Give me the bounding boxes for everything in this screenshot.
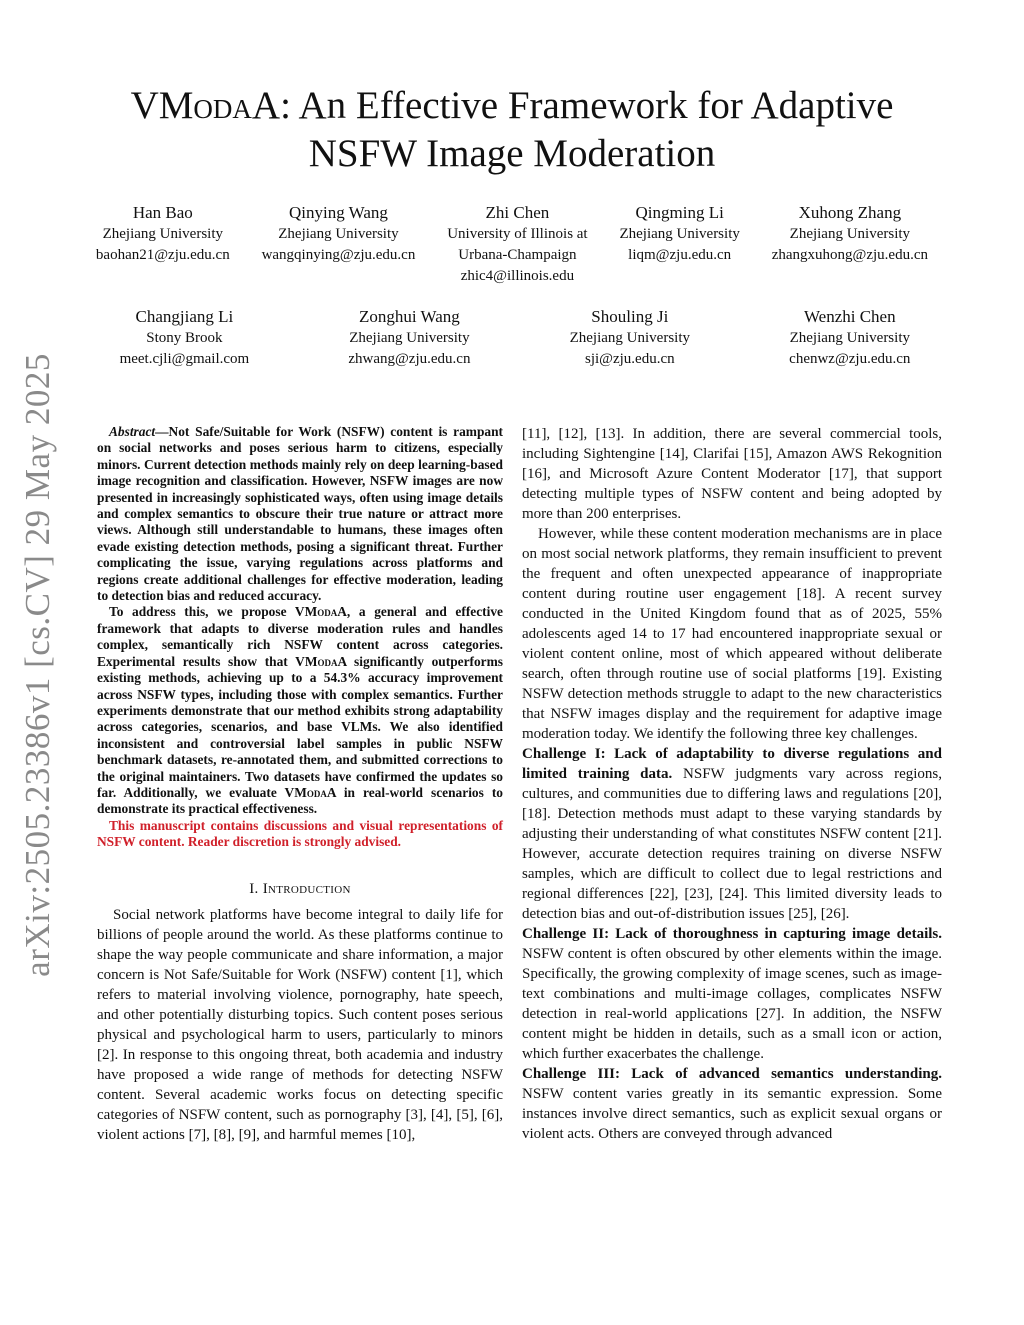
title-name-suffix: A — [251, 84, 281, 127]
title-line2: NSFW Image Moderation — [308, 132, 716, 175]
author-name: Shouling Ji — [591, 307, 669, 326]
author-block — [262, 202, 416, 287]
abstract-paragraph-2 — [97, 604, 503, 817]
arxiv-identifier: arXiv:2505.23386v1 [cs.CV] 29 May 2025 — [18, 353, 57, 977]
abstract-paragraph-1 — [97, 424, 503, 604]
author-name: Qingming Li — [635, 203, 724, 222]
author-affiliation: University of Illinois at — [447, 226, 588, 242]
author-affiliation: Zhejiang University — [789, 226, 911, 242]
section-title-rest: ntroduction — [267, 880, 351, 897]
challenge-3 — [522, 1064, 942, 1144]
author-email: zhic4@illinois.edu — [460, 268, 575, 284]
author-block — [789, 306, 910, 370]
author-email: zhwang@zju.edu.cn — [348, 351, 471, 367]
arxiv-side-stamp — [8, 353, 68, 977]
author-name: Zonghui Wang — [359, 307, 460, 326]
author-name: Zhi Chen — [485, 203, 550, 222]
author-affiliation: Zhejiang University — [569, 330, 690, 346]
section-numeral: I. — [249, 880, 259, 897]
challenge-1-heading: Challenge I: Lack of adaptability to diverse regulations and limited training data. — [522, 746, 942, 782]
author-block — [348, 306, 470, 370]
author-email: meet.cjli@gmail.com — [119, 351, 250, 367]
author-row-2 — [70, 306, 960, 370]
author-name: Xuhong Zhang — [798, 203, 902, 222]
abstract-p2-part: To address this, we propose VM — [109, 604, 318, 620]
content-warning: This manuscript contains discussions and visual representations of NSFW content. Reader discretion is strongly advised. — [97, 817, 503, 850]
author-name: Changjiang Li — [135, 307, 234, 326]
author-email: baohan21@zju.edu.cn — [95, 247, 230, 263]
author-affiliation: Zhejiang University — [619, 226, 740, 242]
author-affiliation: Zhejiang University — [278, 226, 399, 242]
author-email: zhangxuhong@zju.edu.cn — [771, 247, 928, 263]
author-block — [772, 202, 928, 287]
author-email: chenwz@zju.edu.cn — [789, 351, 911, 367]
author-email: sji@zju.edu.cn — [584, 351, 675, 367]
challenge-3-body: NSFW content varies greatly in its semantic expression. Some instances involve direct semantics, such as explicit sexual organs or violent acts. Others are conveyed through advanced — [522, 1086, 942, 1142]
author-block — [120, 306, 250, 370]
challenge-1-body: NSFW judgments vary across regions, cultures, and communities due to differing laws and regulations [20], [18]. Detection methods must adapt to these varying standards by adjusting their understanding of what constitutes NSFW content [21]. However, accurate detection requires training on diverse NSFW samples, which are difficult to collect due to legal restrictions and regional differences [22], [23], [24]. This limited diversity leads to detection bias and out-of-distribution issues [25], [26]. — [522, 766, 942, 922]
author-block — [570, 306, 690, 370]
author-affiliation: Zhejiang University — [789, 330, 910, 346]
abstract-p2-part: A, a general and effective framework that adapts to diverse moderation rules and handles complex, semantically rich NSFW content across categories. Experimental results show that VM — [97, 604, 503, 669]
left-column — [97, 424, 503, 1145]
abstract-p2-part: A significantly outperforms existing methods, achieving up to a 54.3% accuracy improvement across NSFW types, including those with complex semantics. Further experiments demonstrate that our method exhibits strong adaptability across categories, scenarios, and base VLMs. We also identified inconsistent and controversial label samples in public NSFW benchmark datasets, re-annotated them, and submitted corrections to the original maintainers. Two datasets have confirmed the updates so far. Additionally, we evaluate VM — [97, 653, 503, 800]
author-affiliation: Zhejiang University — [349, 330, 470, 346]
author-block — [619, 202, 739, 287]
paper-title — [80, 82, 944, 178]
author-name: Han Bao — [132, 203, 193, 222]
section-first-letter: I — [262, 880, 268, 897]
author-block — [96, 202, 230, 287]
challenge-1 — [522, 744, 942, 924]
challenge-2 — [522, 924, 942, 1064]
author-email: liqm@zju.edu.cn — [628, 247, 732, 263]
author-affiliation: Stony Brook — [146, 330, 223, 346]
author-block — [447, 202, 587, 287]
challenge-2-body: NSFW content is often obscured by other elements within the image. Specifically, the growing complexity of image scenes, such as image-text combinations and multi-image collages, complicates NSFW detection in real-world applications [27]. In addition, the NSFW content might be hidden in details, such as a small icon or action, which further exacerbates the challenge. — [522, 946, 942, 1062]
author-affiliation: Zhejiang University — [102, 226, 223, 242]
intro-paragraph-1: Social network platforms have become integral to daily life for billions of people around the world. As these platforms continue to shape the way people communicate and share information, a major concern is Not Safe/Suitable for Work (NSFW) content [1], which refers to material involving violence, pornography, hate speech, and other potentially disturbing topics. Such content poses serious physical and psychological harm to users, particularly to minors [2]. In response to this ongoing threat, both academia and industry have proposed a wide range of methods for detecting NSFW content. Several academic works focus on detecting specific categories of NSFW content, such as pornography [3], [4], [5], [6], violent actions [7], [8], [9], and harmful memes [10], — [97, 906, 503, 1143]
challenge-2-heading: Challenge II: Lack of thoroughness in capturing image details. — [522, 926, 942, 942]
intro-paragraph-2: However, while these content moderation mechanisms are in place on most social network platforms, they remain insufficient to prevent the frequent and often unexpected appearance of inappropriate content during routine user engagement [18]. A recent survey conducted in the United Kingdom found that as of 2025, 55% adolescents aged 14 to 17 had encountered inappropriate sexual or violent content online, most of which appeared without deliberate search, often through routine use of social platforms [19]. Existing NSFW detection methods struggle to adapt to the new characteristics that NSFW images display and the requirement for adaptive image moderation today. We identify the following three key challenges. — [522, 526, 942, 742]
author-email: wangqinying@zju.edu.cn — [261, 247, 416, 263]
abstract-vmoda-sc: oda — [306, 784, 327, 800]
abstract-p1-text: —Not Safe/Suitable for Work (NSFW) content is rampant on social networks and poses serious harm to citizens, especially minors. Current detection methods mainly rely on deep learning-based image recognition and classification. However, NSFW images are now presented in increasingly sophisticated ways, often using image details and complex semantics to obscure their true nature or attract more views. Although still understandable to humans, these images often evade existing detection methods, posing a significant threat. Further complicating the issue, varying regulations across platforms and regions create additional challenges for effective moderation, leading to detection bias and reduced accuracy. — [97, 424, 503, 604]
author-name: Qinying Wang — [289, 203, 388, 222]
author-row-1 — [80, 202, 944, 287]
right-column — [522, 424, 942, 1144]
title-line1-rest: : An Effective Framework for Adaptive — [280, 84, 894, 127]
abstract-label: Abstract — [109, 424, 156, 439]
title-name-prefix: VM — [130, 84, 194, 127]
abstract-vmoda-sc: oda — [317, 604, 338, 620]
title-name-smallcaps: oda — [193, 84, 252, 127]
author-name: Wenzhi Chen — [803, 307, 896, 326]
section-heading-introduction — [97, 879, 503, 899]
abstract-p2-part: A in real-world scenarios to demonstrate its practical effectiveness. — [97, 784, 503, 817]
abstract — [97, 424, 503, 851]
challenge-3-heading: Challenge III: Lack of advanced semantics understanding. — [522, 1066, 942, 1082]
intro-paragraph-continued: [11], [12], [13]. In addition, there are several commercial tools, including Sightengine [14], Clarifai [15], Amazon AWS Rekognition [16], and Microsoft Azure Content Moderator [17], that support detecting multiple types of NSFW content and being adopted by more than 200 enterprises. — [522, 426, 942, 522]
abstract-vmoda-sc: oda — [317, 653, 338, 669]
author-affiliation-line2: Urbana-Champaign — [458, 247, 577, 263]
